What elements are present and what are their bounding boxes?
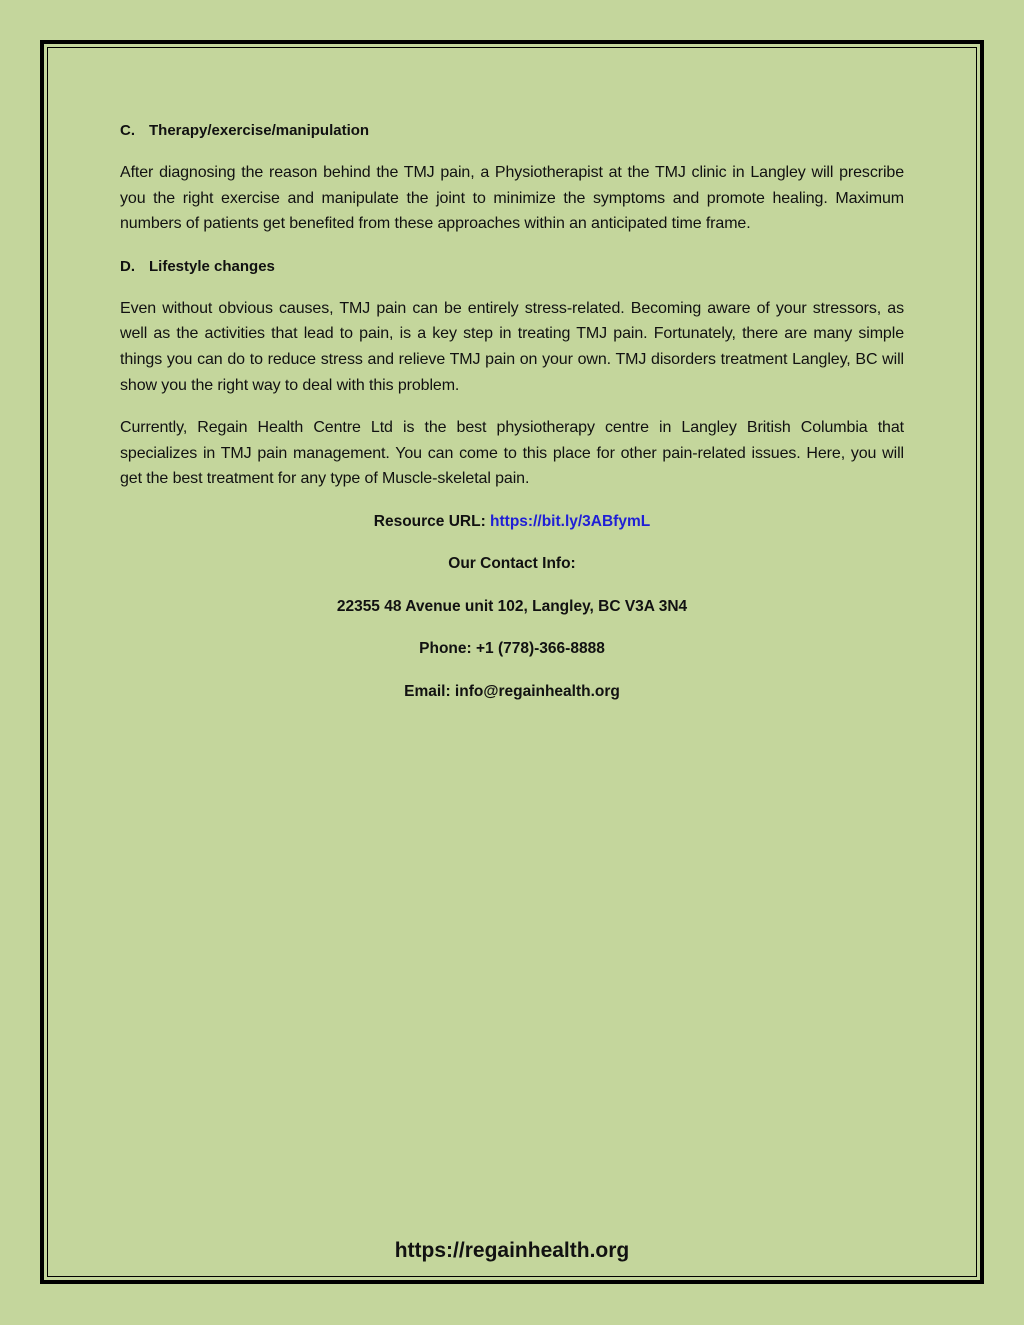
document-body xyxy=(120,118,904,721)
section-c-letter: C. xyxy=(120,122,135,139)
contact-phone: Phone: +1 (778)-366-8888 xyxy=(419,640,605,658)
section-d-heading xyxy=(120,254,904,280)
contact-heading: Our Contact Info: xyxy=(448,555,576,573)
section-d-paragraph: Even without obvious causes, TMJ pain can be entirely stress-related. Becoming aware of your stressors, as well as the activities that lead to pain, is a key step in treating TMJ pain. Fortunately, there are many simple things you can do to reduce stress and relieve TMJ pain on your own. TMJ disorders treatment Langley, BC will show you the right way to deal with this problem. xyxy=(120,299,904,394)
section-c-heading xyxy=(120,118,904,144)
resource-url-link[interactable]: https://bit.ly/3ABfymL xyxy=(490,512,651,530)
section-c-paragraph: After diagnosing the reason behind the TMJ pain, a Physiotherapist at the TMJ clinic in Langley will prescribe you the right exercise and manipulate the joint to minimize the symptoms and promote healing. Maximum numbers of patients get benefited from these approaches within an anticipated time frame. xyxy=(120,164,904,233)
contact-email: Email: info@regainhealth.org xyxy=(404,682,620,700)
resource-url-label: Resource URL: xyxy=(373,512,491,530)
contact-address: 22355 48 Avenue unit 102, Langley, BC V3A 3N4 xyxy=(336,597,688,615)
footer-website-url: https://regainhealth.org xyxy=(394,1239,630,1262)
resource-url-line xyxy=(120,509,904,535)
section-d-letter: D. xyxy=(120,257,135,275)
closing-paragraph: Currently, Regain Health Centre Ltd is the best physiotherapy centre in Langley British Columbia that specializes in TMJ pain management. You can come to this place for other pain-related issues. Here, you will get the best treatment for any type of Muscle-skeletal pain. xyxy=(120,419,904,488)
section-c-title: Therapy/exercise/manipulation xyxy=(149,122,370,139)
section-d-title: Lifestyle changes xyxy=(149,257,275,275)
